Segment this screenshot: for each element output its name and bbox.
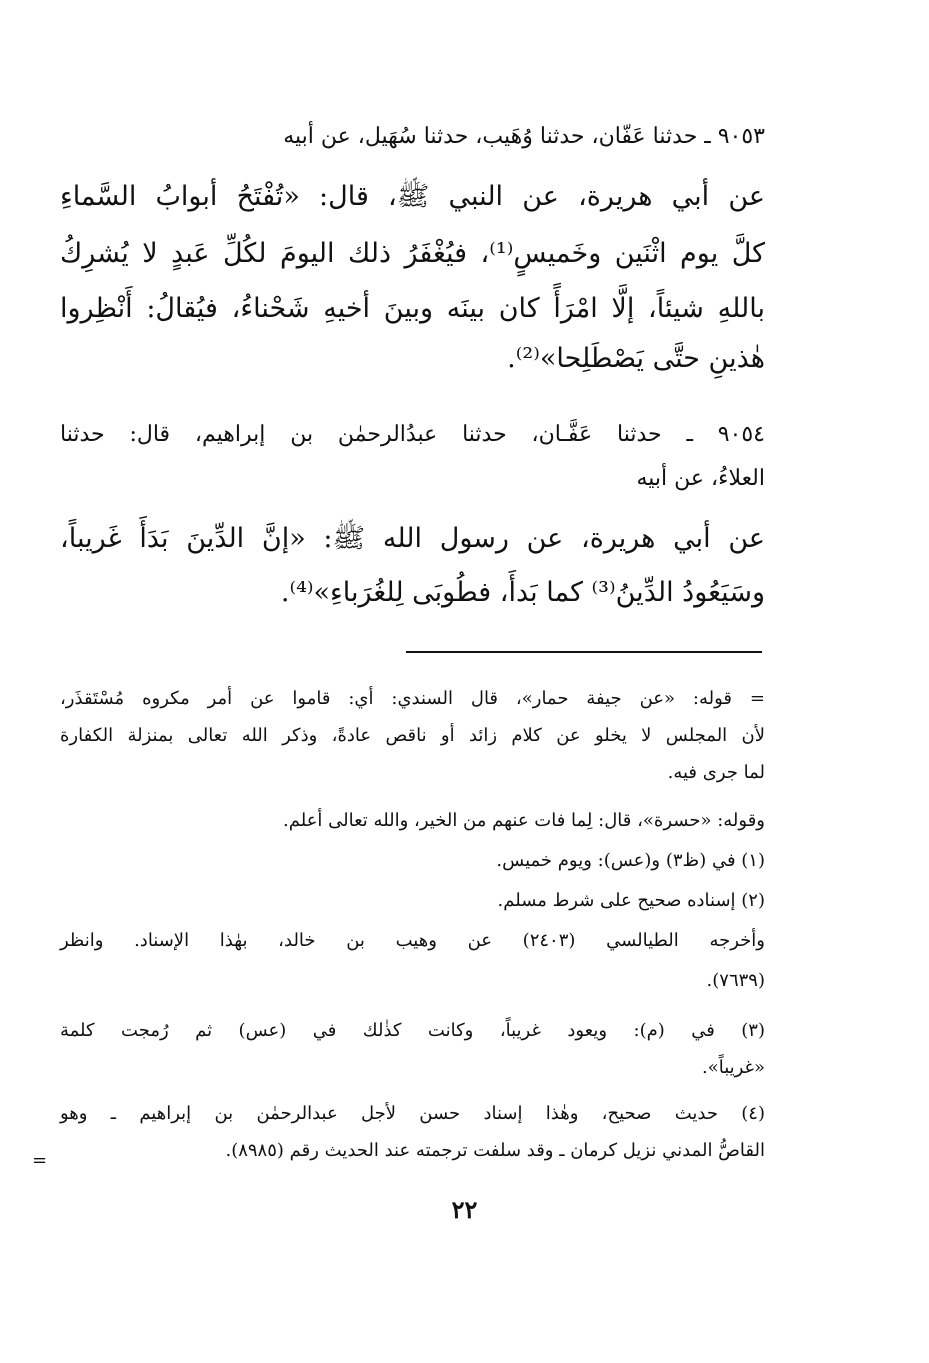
hadith-9053-matn-line-3: باللهِ شيئاً، إلَّا امْرَأً كان بينَه وبينَ أخيهِ شَحْناءُ، فيُقالُ: أَنْظِروا — [60, 293, 765, 324]
footnote-line-6: (٢) إسناده صحيح على شرط مسلم. — [497, 890, 765, 911]
footnote-line-2: لأن المجلس لا يخلو عن كلام زائد أو ناقص عادةً، وذكر الله تعالى بمنزلة الكفارة — [60, 725, 765, 746]
footnote-line-1: = قوله: «عن جيفة حمار»، قال السندي: أي: قاموا عن أمر مكروه مُسْتَقذَر، — [60, 688, 765, 709]
footnote-line-12: القاصُّ المدني نزيل كرمان ـ وقد سلفت ترجمته عند الحديث رقم (٨٩٨٥). — [225, 1140, 765, 1161]
hadith-9054-isnad-line-1: ٩٠٥٤ ـ حدثنا عَفَّـان، حدثنا عبدُالرحمٰن بن إبراهيم، قال: حدثنا — [60, 422, 765, 447]
footnote-separator — [406, 651, 762, 653]
hadith-9054-matn-line-1: عن أبي هريرة، عن رسول الله ﷺ: «إنَّ الدِّينَ بَدَأَ غَريباً، — [60, 523, 765, 554]
footnote-line-4: وقوله: «حسرة»، قال: لِما فات عنهم من الخير، والله تعالى أعلم. — [283, 810, 765, 831]
footnote-line-11: (٤) حديث صحيح، وهٰذا إسناد حسن لأجل عبدالرحمٰن بن إبراهيم ـ وهو — [60, 1103, 765, 1124]
hadith-9054-matn-line-2: وسَيَعُودُ الدِّينُ⁽³⁾ كما بَدأَ، فطُوبَى لِلغُرَباءِ»⁽⁴⁾. — [280, 577, 765, 608]
hadith-9053-isnad-line-1: ٩٠٥٣ ـ حدثنا عَفّان، حدثنا وُهَيب، حدثنا سُهَيل، عن أبيه — [283, 124, 765, 149]
continuation-mark: = — [32, 1150, 48, 1171]
footnote-line-5: (١) في (ظ٣) و(عس): ويوم خميس. — [496, 850, 765, 871]
page-number: ٢٢ — [451, 1195, 478, 1224]
hadith-9053-matn-line-4: هٰذينِ حتَّى يَصْطَلِحا»⁽²⁾. — [507, 343, 765, 374]
hadith-9053-matn-line-2: كلَّ يوم اثْنَين وخَميسٍ⁽¹⁾، فيُغْفَرُ ذلك اليومَ لكُلِّ عَبدٍ لا يُشرِكُ — [60, 238, 765, 269]
hadith-9053-matn-line-1: عن أبي هريرة، عن النبي ﷺ، قال: «تُفْتَحُ أبوابُ السَّماءِ — [60, 181, 765, 212]
footnote-line-10: «غريباً». — [701, 1057, 765, 1078]
footnote-line-9: (٣) في (م): ويعود غريباً، وكانت كذٰلك في (عس) ثم رُمجت كلمة — [60, 1020, 765, 1041]
footnote-line-7: وأخرجه الطيالسي (٢٤٠٣) عن وهيب بن خالد، بهٰذا الإسناد. وانظر — [60, 930, 765, 951]
footnote-line-3: لما جرى فيه. — [667, 762, 765, 783]
hadith-9054-isnad-line-2: العلاءُ، عن أبيه — [636, 466, 765, 491]
footnote-line-8: (٧٦٣٩). — [706, 970, 765, 991]
